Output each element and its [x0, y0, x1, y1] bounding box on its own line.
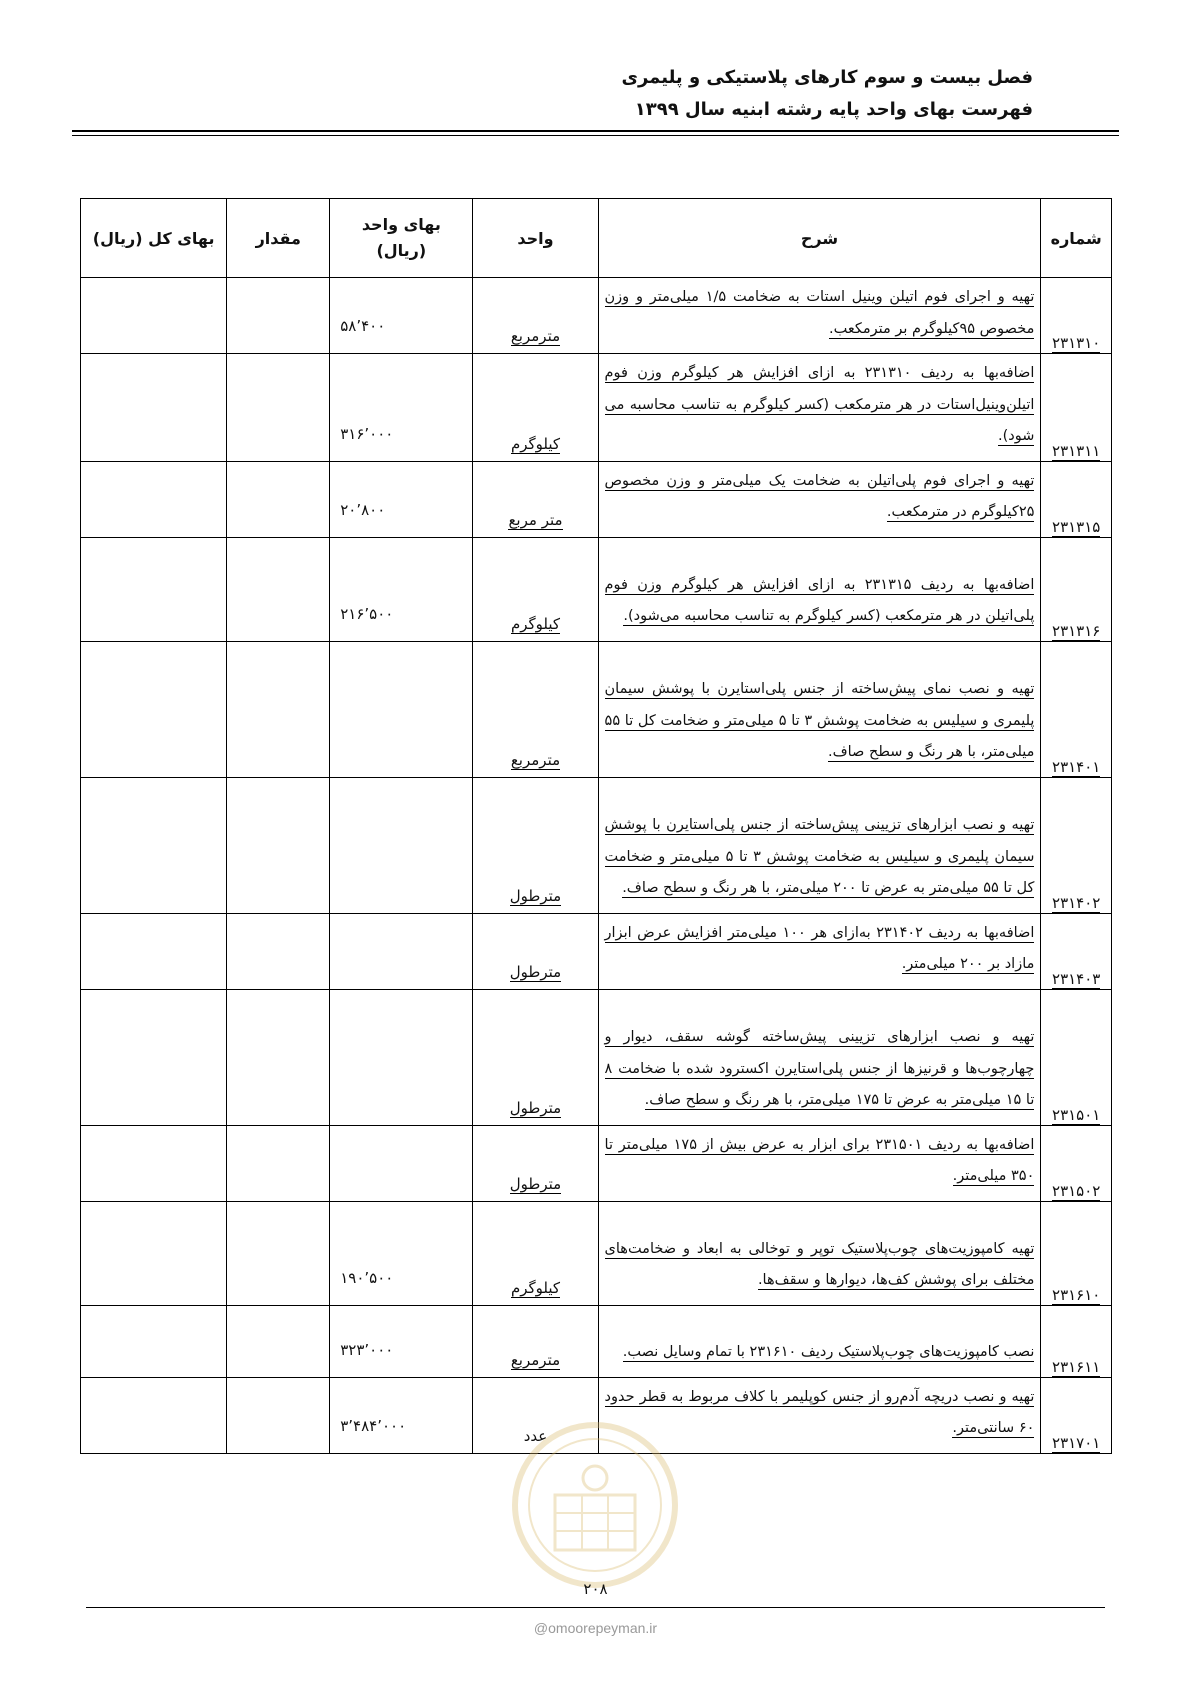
table-row [81, 989, 1112, 1125]
footer-rule [86, 1607, 1105, 1608]
row-quantity [227, 461, 330, 537]
row-quantity [227, 913, 330, 989]
table-row [81, 913, 1112, 989]
table-row [81, 461, 1112, 537]
row-quantity [227, 537, 330, 641]
row-unit-price: ۳۲۳٬۰۰۰ [330, 1305, 473, 1377]
row-unit: مترمربع [473, 278, 598, 354]
row-total-price [81, 1125, 227, 1201]
row-quantity [227, 1305, 330, 1377]
row-unit-price: ۳۱۶٬۰۰۰ [330, 354, 473, 462]
row-description: تهیه و نصب ابزارهای تزیینی پیش‌ساخته از جنس پلی‌استایرن با پوشش سیمان پلیمری و سیلیس به ضخامت پوشش ۳ تا ۵ میلی‌متر و ضخامت کل تا ۵۵ میلی‌متر به عرض تا ۲۰۰ میلی‌متر، با هر رنگ و سطح صاف. [598, 777, 1041, 913]
page-number: ۲۰۸ [583, 1580, 608, 1598]
row-quantity [227, 1377, 330, 1453]
row-code: ۲۳۱۳۱۰ [1041, 278, 1112, 354]
row-quantity [227, 989, 330, 1125]
row-description: اضافه‌بها به ردیف ۲۳۱۵۰۱ برای ابزار به عرض بیش از ۱۷۵ میلی‌متر تا ۳۵۰ میلی‌متر. [598, 1125, 1041, 1201]
row-quantity [227, 1125, 330, 1201]
row-unit-price: ۱۹۰٬۵۰۰ [330, 1201, 473, 1305]
header-rule [72, 130, 1119, 132]
row-unit: کیلوگرم [473, 354, 598, 462]
row-unit-price [330, 1125, 473, 1201]
row-quantity [227, 278, 330, 354]
table-row [81, 777, 1112, 913]
table-row [81, 641, 1112, 777]
row-quantity [227, 1201, 330, 1305]
row-total-price [81, 354, 227, 462]
row-total-price [81, 641, 227, 777]
page-header [621, 62, 1033, 126]
row-unit-price [330, 913, 473, 989]
row-total-price [81, 537, 227, 641]
row-total-price [81, 989, 227, 1125]
row-description: تهیه و نصب ابزارهای تزیینی پیش‌ساخته گوشه سقف، دیوار و چهارچوب‌ها و قرنیزها از جنس پلی‌استایرن اکسترود شده با ضخامت ۸ تا ۱۵ میلی‌متر به عرض تا ۱۷۵ میلی‌متر، با هر رنگ و سطح صاف. [598, 989, 1041, 1125]
row-code: ۲۳۱۵۰۱ [1041, 989, 1112, 1125]
website-watermark: @omoorepeyman.ir [533, 1620, 658, 1636]
row-code: ۲۳۱۶۱۰ [1041, 1201, 1112, 1305]
price-table [80, 198, 1112, 1454]
chapter-title: فصل بیست و سوم کارهای پلاستیکی و پلیمری [621, 67, 1033, 88]
row-quantity [227, 777, 330, 913]
row-code: ۲۳۱۳۱۱ [1041, 354, 1112, 462]
row-code: ۲۳۱۶۱۱ [1041, 1305, 1112, 1377]
row-total-price [81, 1377, 227, 1453]
row-description: تهیه و اجرای فوم پلی‌اتیلن به ضخامت یک میلی‌متر و وزن مخصوص ۲۵کیلوگرم در مترمکعب. [598, 461, 1041, 537]
document-title: فهرست بهای واحد پایه رشته ابنیه سال ۱۳۹۹ [634, 99, 1033, 120]
row-code: ۲۳۱۳۱۶ [1041, 537, 1112, 641]
row-quantity [227, 641, 330, 777]
col-header-desc: شرح [598, 199, 1041, 278]
row-description: اضافه‌بها به ردیف ۲۳۱۳۱۰ به ازای افزایش هر کیلوگرم وزن فوم اتیلن‌وینیل‌استات در هر مترمکعب (کسر کیلوگرم به تناسب محاسبه می شود). [598, 354, 1041, 462]
table-header-row [81, 199, 1112, 278]
row-unit: مترطول [473, 913, 598, 989]
row-description: تهیه و نصب دریچه آدم‌رو از جنس کوپلیمر با کلاف مربوط به قطر حدود ۶۰ سانتی‌متر. [598, 1377, 1041, 1453]
row-unit-price: ۲۰٬۸۰۰ [330, 461, 473, 537]
row-description: اضافه‌بها به ردیف ۲۳۱۴۰۲ به‌ازای هر ۱۰۰ میلی‌متر افزایش عرض ابزار مازاد بر ۲۰۰ میلی‌متر. [598, 913, 1041, 989]
row-total-price [81, 913, 227, 989]
table-row [81, 537, 1112, 641]
row-code: ۲۳۱۵۰۲ [1041, 1125, 1112, 1201]
col-header-price: بهای واحد (ریال) [330, 199, 473, 278]
row-unit: مترطول [473, 989, 598, 1125]
row-code: ۲۳۱۳۱۵ [1041, 461, 1112, 537]
row-unit: عدد [473, 1377, 598, 1453]
row-unit-price: ۵۸٬۴۰۰ [330, 278, 473, 354]
row-code: ۲۳۱۴۰۱ [1041, 641, 1112, 777]
col-header-code: شماره [1041, 199, 1112, 278]
row-unit-price: ۳٬۴۸۴٬۰۰۰ [330, 1377, 473, 1453]
row-unit: کیلوگرم [473, 537, 598, 641]
row-description: نصب کامپوزیت‌های چوب‌پلاستیک ردیف ۲۳۱۶۱۰ با تمام وسایل نصب. [598, 1305, 1041, 1377]
table-row [81, 1125, 1112, 1201]
col-header-qty: مقدار [227, 199, 330, 278]
row-quantity [227, 354, 330, 462]
row-total-price [81, 461, 227, 537]
row-description: تهیه و اجرای فوم اتیلن وینیل استات به ضخامت ۱/۵ میلی‌متر و وزن مخصوص ۹۵کیلوگرم بر مترمکعب. [598, 278, 1041, 354]
row-description: تهیه کامپوزیت‌های چوب‌پلاستیک توپر و توخالی به ابعاد و ضخامت‌های مختلف برای پوشش کف‌ها، دیوارها و سقف‌ها. [598, 1201, 1041, 1305]
row-total-price [81, 1201, 227, 1305]
row-description: اضافه‌بها به ردیف ۲۳۱۳۱۵ به ازای افزایش هر کیلوگرم وزن فوم پلی‌اتیلن در هر مترمکعب (کسر کیلوگرم به تناسب محاسبه می‌شود). [598, 537, 1041, 641]
table-row [81, 1305, 1112, 1377]
table-row [81, 1201, 1112, 1305]
row-unit-price: ۲۱۶٬۵۰۰ [330, 537, 473, 641]
row-code: ۲۳۱۷۰۱ [1041, 1377, 1112, 1453]
header-rule-thin [72, 135, 1119, 136]
row-unit-price [330, 641, 473, 777]
row-total-price [81, 777, 227, 913]
row-total-price [81, 1305, 227, 1377]
table-row [81, 354, 1112, 462]
row-unit: مترمربع [473, 641, 598, 777]
row-unit: مترطول [473, 1125, 598, 1201]
row-total-price [81, 278, 227, 354]
seal-watermark [510, 1420, 680, 1590]
row-unit: متر مربع [473, 461, 598, 537]
row-unit: مترمربع [473, 1305, 598, 1377]
row-unit: مترطول [473, 777, 598, 913]
col-header-unit: واحد [473, 199, 598, 278]
row-unit-price [330, 989, 473, 1125]
row-unit-price [330, 777, 473, 913]
row-unit: کیلوگرم [473, 1201, 598, 1305]
table-row [81, 278, 1112, 354]
row-code: ۲۳۱۴۰۳ [1041, 913, 1112, 989]
col-header-total: بهای کل (ریال) [81, 199, 227, 278]
row-description: تهیه و نصب نمای پیش‌ساخته از جنس پلی‌استایرن با پوشش سیمان پلیمری و سیلیس به ضخامت پوشش ۳ تا ۵ میلی‌متر و ضخامت کل تا ۵۵ میلی‌متر، با هر رنگ و سطح صاف. [598, 641, 1041, 777]
row-code: ۲۳۱۴۰۲ [1041, 777, 1112, 913]
